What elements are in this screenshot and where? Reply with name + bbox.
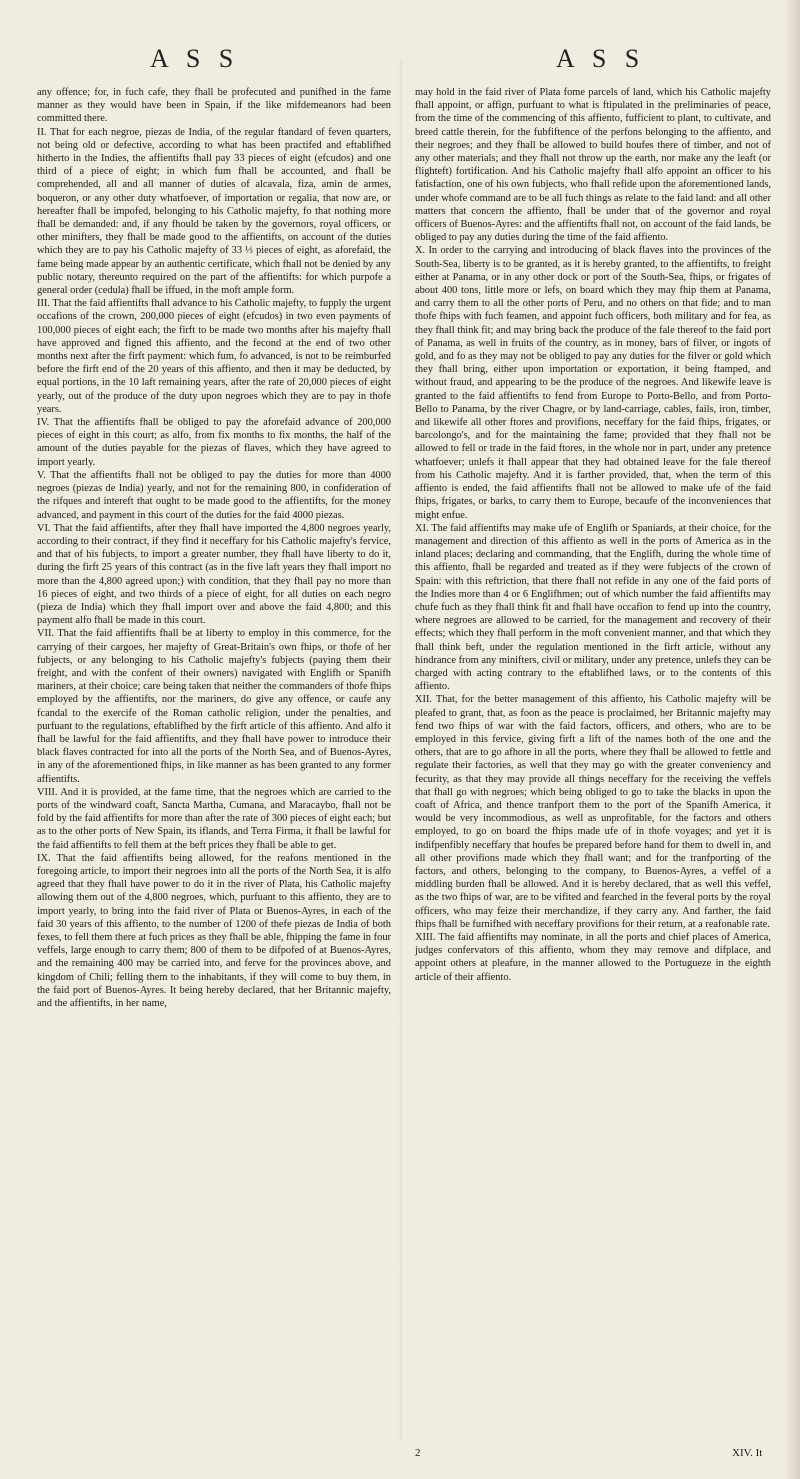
article-iv: IV. That the affientifts fhall be obliged to pay the aforefaid advance of 200,000 pieces of eight in this court; as alfo, from fix months to fix months, the half of the amount of the duties payable for the piezas of flaves, which they have agreed to import yearly. bbox=[37, 417, 391, 468]
paragraph: may hold in the faid river of Plata fome parcels of land, which his Catholic majefty fhall appoint, or affign, purfuant to what is ftipulated in the preliminaries of peace, from the time of the commencing of this affiento, fufficient to plant, to cultivate, and breed cattle therein, for the fubfiftence of the perfons belonging to the affiento, and their negroes; and they fhall be allowed to build houfes there of timber, and not of any other materials; and they fhall not throw up the earth, nor make any the leaft (or flighteft) fortification. And his Catholic majefty fhall alfo appoint an officer to his fatisfaction, one of his own fubjects, who fhall refide upon the aforementioned lands, under whofe command are to be all fuch things as relate to the faid land: and all other matters that concern the affiento, fhall be under that of the governor and royal officers of Buenos-Ayres: and the affientifts fhall not, on account of the faid lands, be obliged to pay any duties during the time of the faid affiento. bbox=[415, 87, 771, 244]
article-ii: II. That for each negroe, piezas de India, of the regular ftandard of feven quarters, not being old or defective, according to what has been practifed and eftablifhed hitherto in the Indies, the affientifts fhall pay 33 pieces of eight (efcudos) and one third of a piece of eight; in which fum fhall be accounted, and fhall be comprehended, all and all manner of duties of alcavala, fiza, amin de armes, boqueron, or any other duty whatfoever, of importation or regalia, that now are, or hereafter fhall be impofed, belonging to his Catholic majefty, fo that nothing more fhall be demanded: and, if any fhould be taken by the governors, royal officers, or other minifters, they fhall be made good to the affientifts, on account of the duties which they are to pay his Catholic majefty of 33 ⅓ pieces of eight, as aforefaid, the fame being made appear by an authentic certificate, which fhall not be denied by any public notary, thereunto required on the part of the affientifts: for which purpofe a general order (cedula) fhall be iffued, in the moft ample form. bbox=[37, 126, 391, 297]
catchword: XIV. It bbox=[732, 1447, 763, 1459]
article-xiii: XIII. The faid affientifts may nominate, in all the ports and chief places of America, judges confervators of this affiento, whom they may remove and difplace, and appoint others at pleafure, in the manner allowed to the Portugueze in the eighth article of their affiento. bbox=[415, 932, 771, 983]
article-xii: XII. That, for the better management of this affiento, his Catholic majefty will be pleafed to grant, that, as foon as the peace is proclaimed, her Britannic majefty may fend two fhips of war with the faid factors, officers, and others, who are to be employed in this fervice, giving firft a lift of the names both of the one and the others, that are to go afhore in all the ports, where they fhall be allowed to fettle and regulate their factories, as well that they may go with the greater conveniency and fecurity, as that they may provide all things neceffary for the receiving the veffels that fhall go with negroes; which being obliged to go to take the blacks in upon the coaft of Africa, and thence tranfport them to the port of the Spanifh America, it would be very incommodious, as well as unprofitable, for the factors and others employed, to go on board the fhips made ufe of in thofe voyages; and yet it is indifpenfibly neceffary that houfes be prepared before hand for them to dwell in, and all other provifions made which they fhall want; and for the tranfporting of the factors, and others, belonging to the company, to Buenos-Ayres, a veffel of a middling burden fhall be allowed. And it is hereby declared, that as well this veffel, as the two fhips of war, are to be vifited and fearched in the feveral ports by the royal officers, who may feize their merchandize, if they carry any. And farther, the faid fhips fhall be furnifhed with neceffary provifions for their return, at a reafonable rate. bbox=[415, 694, 771, 930]
left-column bbox=[37, 86, 391, 1010]
article-iii: III. That the faid affientifts fhall advance to his Catholic majefty, to fupply the urgent occafions of the crown, 200,000 pieces of eight (efcudos) in two even payments of 100,000 pieces of eight each; the firft to be made two months after his majefty fhall have approved and figned this affiento, and the fecond at the end of two other months next after the firft payment: which fum, fo advanced, is not to be reimburfed before the firft end of the 20 years of this affiento, and then it may be deducted, by equal portions, in the 10 laft remaining years, after the rate of 20,000 pieces of eight yearly, out of the produce of the duty upon negroes which they are to pay in thofe years. bbox=[37, 298, 391, 415]
article-vii: VII. That the faid affientifts fhall be at liberty to employ in this commerce, for the carrying of their cargoes, her majefty of Great-Britain's own fhips, or thofe of her fubjects, or any belonging to his Catholic majefty's fubjects (paying them their freight, and with the confent of their owners) navigated with Englifh or Spanifh mariners, at their choice; care being taken that neither the commanders of thofe fhips employed by the affientifts, nor the mariners, do give any offence, or caufe any fcandal to the exercife of the Roman catholic religion, under the penalties, and purfuant to the regulations, eftablifhed by the firft article of this affiento. And alfo it fhall be lawful for the faid affientifts, and they fhall have power to introduce their black flaves contracted for into all the ports of the North Sea, and of Buenos-Ayres, in any of the aforementioned fhips, in like manner as has been granted to any former affientifts. bbox=[37, 628, 391, 785]
article-vi: VI. That the faid affientifts, after they fhall have imported the 4,800 negroes yearly, according to their contract, if they find it neceffary for his Catholic majefty's fervice, and that of his fubjects, to import a greater number, they fhall have liberty to do it, during the firft 25 years of this contract (as in the five laft years they fhall import no more than the 4,800 agreed upon;) with condition, that they fhall pay no more than 16 pieces of eight, and two thirds of a piece of eight, for all duties on each negro (pieza de India) which they fhall import over and above the faid 4,800; and this payment alfo fhall be made in this court. bbox=[37, 522, 391, 627]
signature-mark: 2 bbox=[415, 1447, 421, 1459]
article-x: X. In order to the carrying and introducing of black flaves into the provinces of the South-Sea, liberty is to be granted, as it is hereby granted, to the affientifts, to freight either at Panama, or in any other dock or port of the South-Sea, fhips, or frigates of about 400 tons, little more or lefs, on board which they may fhip them at Panama, and carry them to all the other ports of Peru, and no others on that fide; and to man thofe fhips with fuch feamen, and appoint fuch officers, both military and for fea, as they fhall think fit; and may bring back the produce of the fale thereof to the faid port of Panama, as well in fruits of the country, as in money, bars of filver, or ingots of gold, and fo as they may not be obliged to pay any duties for the filver or gold which they fhall bring, either upon importation or exportation, it being ftamped, and without fraud, and appearing to be the produce of the negroes. And likewife leave is granted to the faid affientifts to fend from Europe to Porto-Bello, and from Porto-Bello to Panama, by the river Chagre, or by land-carriage, cables, fails, iron, timber, and likewife all other ftores and provifions, neceffary for the faid fhips, frigates, or barcolongo's, and for the maintaining the fame; provided that they fhall not be allowed to fell or trade in the faid ftores, in the whole nor in part, under any pretence whatfoever; unlefs it fhall appear that they had obtained leave for the fale thereof from his Catholic majefty. And it is farther provided, that, when the term of this affiento is ended, the faid affientifts fhall not be allowed to make ufe of the faid fhips, frigates, or barks, to carry them to Europe, becaufe of the inconveniences that might enfue. bbox=[415, 245, 771, 521]
paragraph: any offence; for, in fuch cafe, they fhall be profecuted and punifhed in the fame manner as they would have been in Spain, if the like mifdemeanors had been committed there. bbox=[37, 87, 391, 125]
column-gutter bbox=[399, 60, 403, 1440]
article-v: V. That the affientifts fhall not be obliged to pay the duties for more than 4000 negroes (piezas de India) yearly, and not for the remaining 800, in confideration of the rifques and intereft that ought to be made good to the affientifts, for the money advanced, and payment in this court of the duties for the faid 4000 piezas. bbox=[37, 469, 391, 521]
article-xi: XI. The faid affientifts may make ufe of Englifh or Spaniards, at their choice, for the management and direction of this affiento as well in the ports of America as in the inland places; declaring and commanding, that the Englifh, during the whole time of this affiento, fhall be regarded and treated as if they were fubjects of the crown of Spain: with this reftriction, that there fhall not refide in any one of the faid ports of the Indies more than 4 or 6 Englifhmen; out of which number the faid affientifts may chufe fuch as they fhall think fit and fhall have occafion to fend up into the country, where negroes are allowed to be carried, for the management and recovery of their effects; which they fhall perform in the moft convenient manner, and that which they fhall think beft, under the regulation mentioned in the firft article, without any hindrance from any minifters, civil or military, under any pretence, unlefs they can be charged with acting contrary to the eftablifhed laws, or to the contents of this affiento. bbox=[415, 522, 771, 693]
page-edge-shadow bbox=[784, 0, 800, 1479]
header-left: A S S bbox=[150, 44, 240, 73]
header-right: A S S bbox=[556, 44, 646, 73]
article-ix: IX. That the faid affientifts being allowed, for the reafons mentioned in the foregoing article, to import their negroes into all the ports of the North Sea, it is alfo agreed that they fhall have power to do it in the river of Plata, his Catholic majefty allowing them out of the 4,800 negroes, which, purfuant to this affiento, they are to import yearly, to bring into the faid river of Plata or Buenos-Ayres, in each of the faid 30 years of this affiento, to the number of 1200 of thefe piezas de India of both fexes, to fell them there at fuch prices as they fhall be able, fhipping the fame in four veffels, large enough to carry them; 800 of them to be difpofed of at Buenos-Ayres, and the remaining 400 may be carried into, and ferve for the provinces above, and kingdom of Chili; felling them to the inhabitants, if they will come to buy them, in the faid port of Buenos-Ayres. It being hereby declared, that her Britannic majefty, and the affientifts, in her name, bbox=[37, 852, 391, 1010]
right-column bbox=[415, 86, 771, 984]
article-viii: VIII. And it is provided, at the fame time, that the negroes which are carried to the ports of the windward coaft, Sancta Martha, Cumana, and Maracaybo, fhall not be fold by the faid affientifts for more than after the rate of 300 pieces of eight each; but as to the other ports of New Spain, its iflands, and Terra Firma, it fhall be lawful for the faid affientifts to fell them at the beft prices they fhall be able to get. bbox=[37, 786, 391, 851]
